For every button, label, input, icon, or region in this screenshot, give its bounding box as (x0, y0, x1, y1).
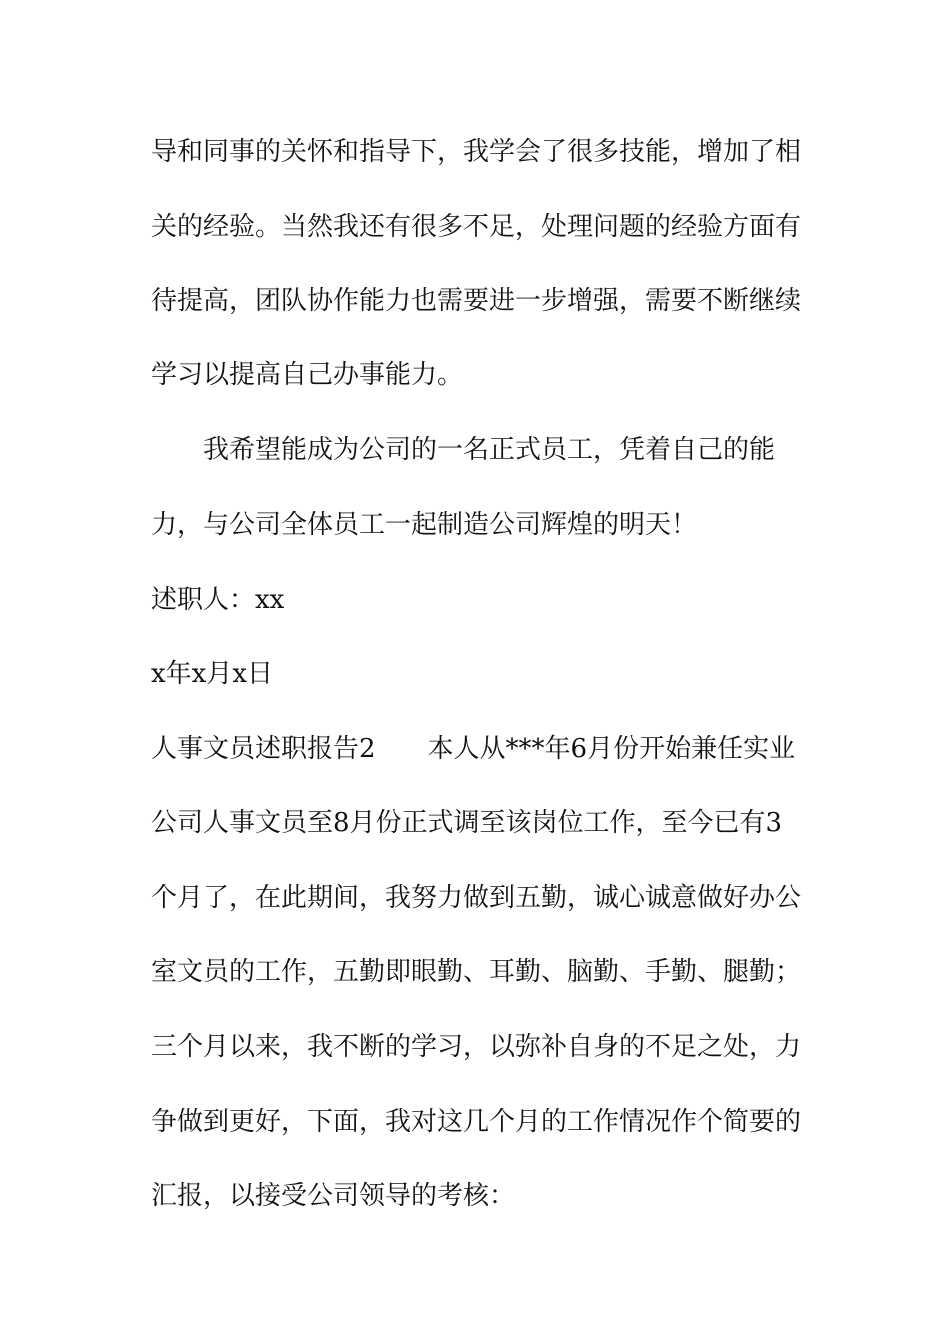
body-text-line: 力，与公司全体员工一起制造公司辉煌的明天！ (151, 510, 698, 540)
body-text-line: 室文员的工作，五勤即眼勤、耳勤、脑勤、手勤、腿勤； (151, 957, 802, 987)
body-text-line: 个月了，在此期间，我努力做到五勤，诚心诚意做好办公 (151, 883, 802, 913)
body-text-line: 关的经验。当然我还有很多不足，处理问题的经验方面有 (151, 212, 802, 242)
signature-line: 述职人：xx (151, 585, 285, 615)
body-text-line: 公司人事文员至8月份正式调至该岗位工作，至今已有3 (151, 808, 783, 838)
body-text-line: 导和同事的关怀和指导下，我学会了很多技能，增加了相 (151, 137, 802, 167)
date-line: x年x月x日 (151, 659, 273, 689)
body-text-line: 学习以提高自己办事能力。 (151, 360, 464, 390)
paragraph-first-line: 我希望能成为公司的一名正式员工，凭着自己的能 (203, 435, 776, 465)
body-text-line: 待提高，团队协作能力也需要进一步增强，需要不断继续 (151, 286, 802, 316)
report-heading-line: 人事文员述职报告2 本人从***年6月份开始兼任实业 (151, 734, 796, 764)
body-text-line: 争做到更好，下面，我对这几个月的工作情况作个简要的 (151, 1107, 802, 1137)
body-text-line: 三个月以来，我不断的学习，以弥补自身的不足之处，力 (151, 1032, 802, 1062)
body-text-line: 汇报，以接受公司领导的考核： (151, 1181, 516, 1211)
